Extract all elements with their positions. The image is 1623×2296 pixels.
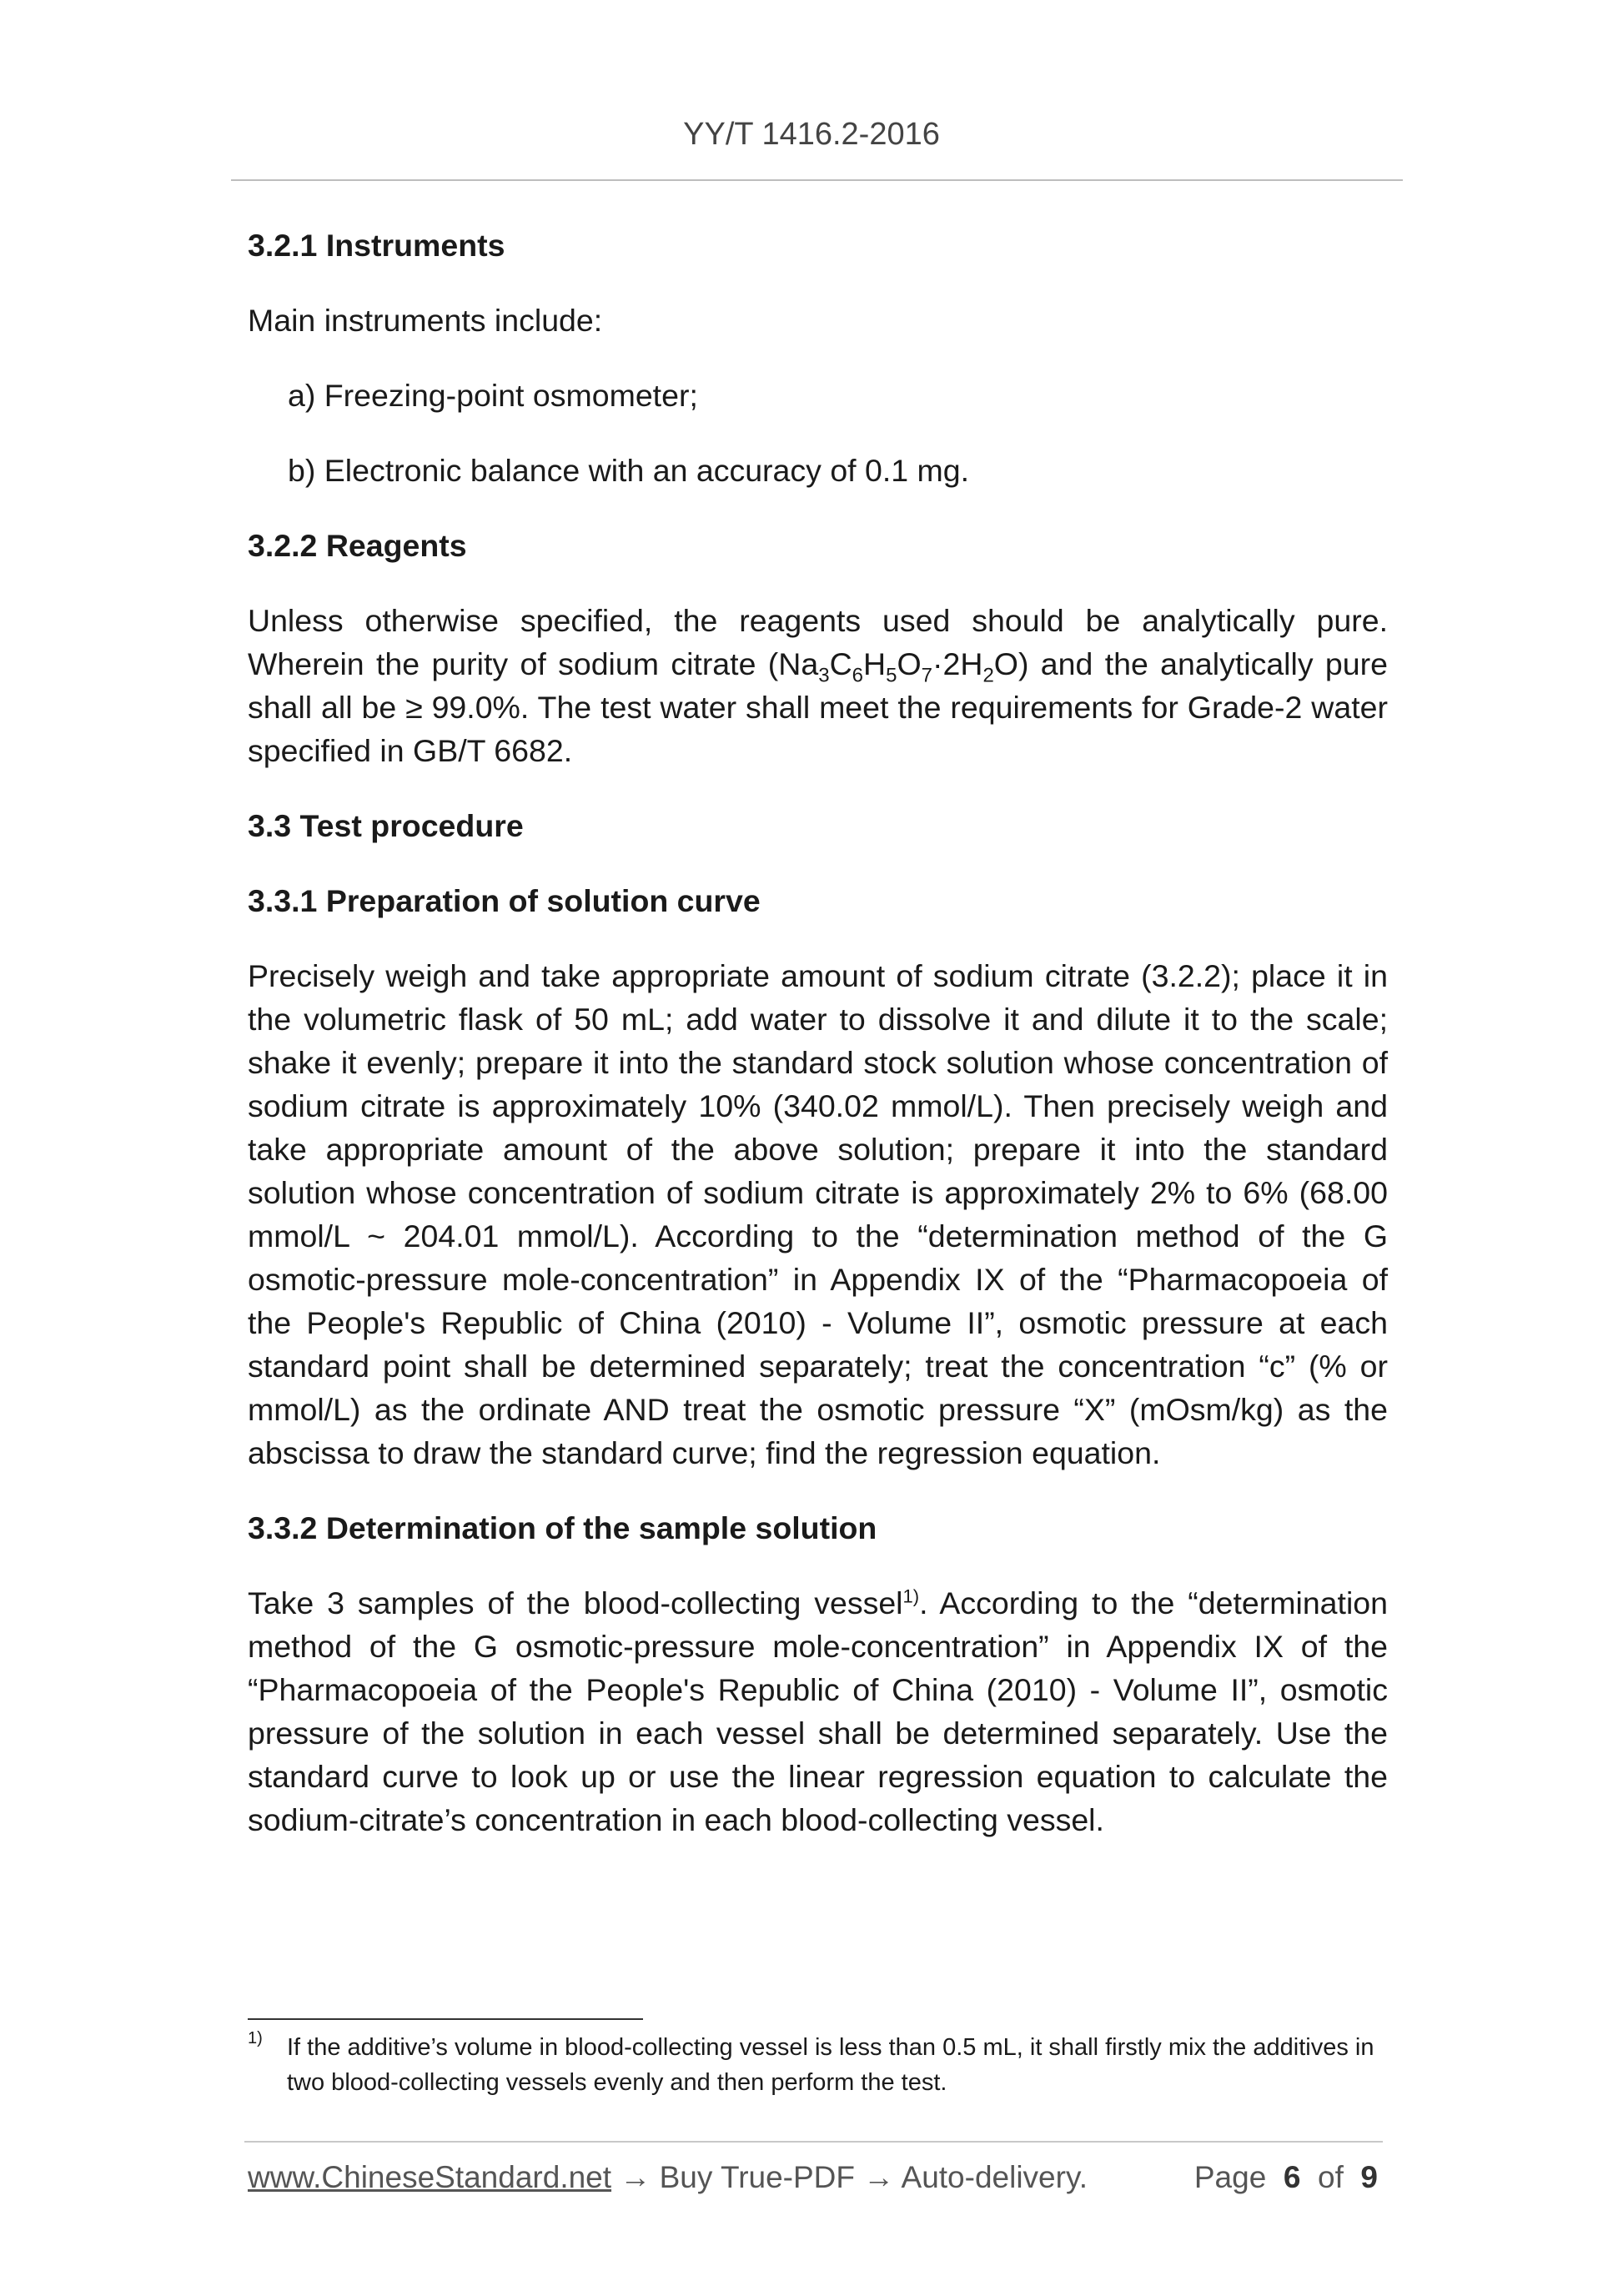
list-item: b) Electronic balance with an accuracy of 0.1 mg. [288,453,970,488]
page-header: YY/T 1416.2-2016 [683,117,940,152]
page-number: 6 [1283,2160,1301,2194]
solution-curve-paragraph: Precisely weigh and take appropriate amount of sodium citrate (3.2.2); place it in the volumetric flask of 50 mL; add water to dissolve it and dilute it to the scale; shake it evenly; prepare it into the standard stock solution whose concentration of sodium citrate is approximately 10% (340.02 mmol/L). Then precisely weigh and take appropriate amount of the above solution; prepare it into the standard solution whose concentration of sodium citrate is approximately 2% to 6% (68.00 mmol/L ~ 204.01 mmol/L). According to the “determination method of the G osmotic-pressure mole-concentration” in Appendix IX of the “Pharmacopoeia of the People's Republic of China (2010) - Volume II”, osmotic pressure at each standard point shall be determined separately; treat the concentration “c” (% or mmol/L) as the ordinate AND treat the osmotic pressure “X” (mOsm/kg) as the abscissa to draw the standard curve; find the regression equation. [248,958,1388,1470]
website-link[interactable]: www.ChineseStandard.net [248,2160,612,2194]
instruments-intro: Main instruments include: [248,303,603,338]
section-heading-3-2-1: 3.2.1 Instruments [248,228,505,263]
list-item: a) Freezing-point osmometer; [288,378,698,413]
section-heading-3-3-1: 3.3.1 Preparation of solution curve [248,883,761,918]
footnote-text: If the additive’s volume in blood-collecting vessel is less than 0.5 mL, it shall firstly mix the additives in two blood-collecting vessels evenly and then perform the test. [287,2034,1374,2096]
footer-rule [244,2141,1383,2143]
footnote [248,2030,1388,2100]
page-total: 9 [1360,2160,1378,2194]
footer-left [248,2160,1088,2195]
section-heading-3-2-2: 3.2.2 Reagents [248,528,467,563]
reagents-paragraph: Unless otherwise specified, the reagents used should be analytically pure. Wherein the purity of sodium citrate $(Na_3C_6H_5O_7\cdot 2H_2O)$ and the analytically pure shall all be ≥ 99.0%. The test water shall meet the requirements for Grade-2 water specified in GB/T 6682. [248,603,1388,768]
page-indicator: Page 6 of 9 [1193,2160,1378,2194]
section-heading-3-3: 3.3 Test procedure [248,808,524,843]
page-content [248,224,1388,1873]
header-rule [231,179,1403,181]
sample-solution-paragraph: Take 3 samples of the blood-collecting vessel$^{1)}$. According to the “determination method of the G osmotic-pressure mole-concentration” in Appendix IX of the “Pharmacopoeia of the People's Republic of China (2010) - Volume II”, osmotic pressure of the solution in each vessel shall be determined separately. Use the standard curve to look up or use the linear regression equation to calculate the sodium-citrate’s concentration in each blood-collecting vessel. [248,1585,1388,1837]
footer-tagline: → Buy True-PDF → Auto-delivery. [611,2160,1088,2194]
section-heading-3-3-2: 3.3.2 Determination of the sample solution [248,1510,877,1545]
page-footer [248,2160,1378,2195]
footnote-mark: 1) [248,2029,263,2047]
footnote-rule [248,2018,643,2020]
footnote-reference: 1) [902,1585,920,1607]
